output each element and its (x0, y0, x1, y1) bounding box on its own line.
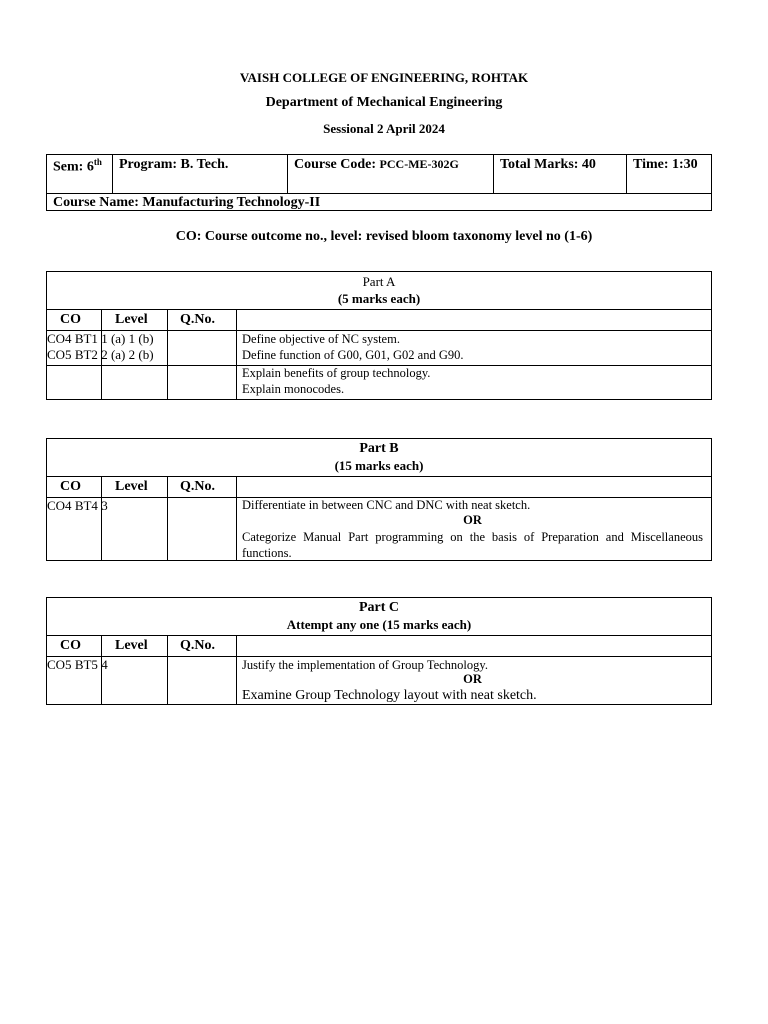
question-text: Differentiate in between CNC and DNC with neat sketch. (242, 498, 531, 512)
part-b-title: Part B (359, 441, 399, 456)
qno-column-header: Q.No. (180, 312, 215, 327)
question-text: Categorize Manual Part programming on the basis of Preparation and Miscellaneous functions. (242, 530, 703, 560)
total-marks-cell: Total Marks: 40 (494, 155, 627, 193)
course-name-cell: Course Name: Manufacturing Technology-II (46, 193, 712, 211)
part-c-table (46, 597, 712, 705)
level-cell: BT2 (74, 347, 98, 362)
qno-cell: 1 (a) (101, 331, 126, 346)
level-cell: BT1 (74, 331, 98, 346)
qno-cell: 2 (a) (101, 347, 126, 362)
part-a-column-header (47, 310, 711, 331)
or-separator: OR (463, 672, 482, 686)
co-cell: CO5 (47, 347, 72, 362)
part-b-body (47, 498, 711, 562)
department-name: Department of Mechanical Engineering (265, 95, 503, 110)
part-a-table (46, 271, 712, 400)
level-column-header: Level (115, 638, 148, 653)
question-text: Justify the implementation of Group Technology. (242, 658, 488, 672)
part-a-body (47, 331, 711, 401)
course-code-cell: Course Code: PCC-ME-302G (288, 155, 494, 193)
program-cell: Program: B. Tech. (113, 155, 288, 193)
part-b-column-header (47, 477, 711, 498)
question-text: Examine Group Technology layout with neat sketch. (242, 688, 537, 703)
co-cell: CO4 (47, 331, 72, 346)
question-text: Define function of G00, G01, G02 and G90. (242, 348, 464, 362)
part-c-subtitle: Attempt any one (15 marks each) (286, 617, 472, 632)
part-c-body (47, 657, 711, 707)
qno-cell: 4 (101, 657, 108, 672)
question-text: Explain benefits of group technology. (242, 366, 431, 380)
co-cell: CO5 (47, 657, 72, 672)
semester-cell: Sem: 6th (47, 155, 113, 193)
part-c-title: Part C (358, 600, 400, 615)
course-code-value: PCC-ME-302G (379, 157, 459, 171)
part-a-title: Part A (362, 274, 396, 289)
column-divider (167, 309, 168, 399)
column-divider (167, 635, 168, 704)
qno-cell: 3 (101, 498, 108, 513)
column-divider (101, 635, 102, 704)
qno-cell: 2 (b) (128, 347, 154, 362)
part-b-subtitle: (15 marks each) (334, 458, 424, 473)
co-column-header: CO (60, 638, 81, 653)
question-text: Explain monocodes. (242, 382, 345, 396)
part-a-header (47, 272, 711, 310)
level-cell: BT5 (74, 657, 98, 672)
column-divider (101, 309, 102, 399)
qno-column-header: Q.No. (180, 479, 215, 494)
level-cell: BT4 (74, 498, 98, 513)
column-divider (236, 476, 237, 560)
sessional-title: Sessional 2 April 2024 (323, 121, 445, 136)
column-divider (236, 635, 237, 704)
time-cell: Time: 1:30 (633, 157, 698, 172)
exam-info-table (46, 154, 712, 194)
co-column-header: CO (60, 312, 81, 327)
qno-cell: 1 (b) (128, 331, 154, 346)
co-column-header: CO (60, 479, 81, 494)
part-c-header (47, 598, 711, 636)
part-a-subtitle: (5 marks each) (337, 291, 421, 306)
level-column-header: Level (115, 479, 148, 494)
column-divider (101, 476, 102, 560)
part-b-header (47, 439, 711, 477)
part-c-column-header (47, 636, 711, 657)
or-separator: OR (463, 513, 482, 527)
co-cell: CO4 (47, 498, 72, 513)
column-divider (167, 476, 168, 560)
qno-column-header: Q.No. (180, 638, 215, 653)
co-legend-note: CO: Course outcome no., level: revised bloom taxonomy level no (1-6) (175, 229, 593, 244)
college-name: VAISH COLLEGE OF ENGINEERING, ROHTAK (239, 70, 529, 85)
level-column-header: Level (115, 312, 148, 327)
part-b-table (46, 438, 712, 561)
question-text: Define objective of NC system. (242, 332, 400, 346)
column-divider (236, 309, 237, 399)
